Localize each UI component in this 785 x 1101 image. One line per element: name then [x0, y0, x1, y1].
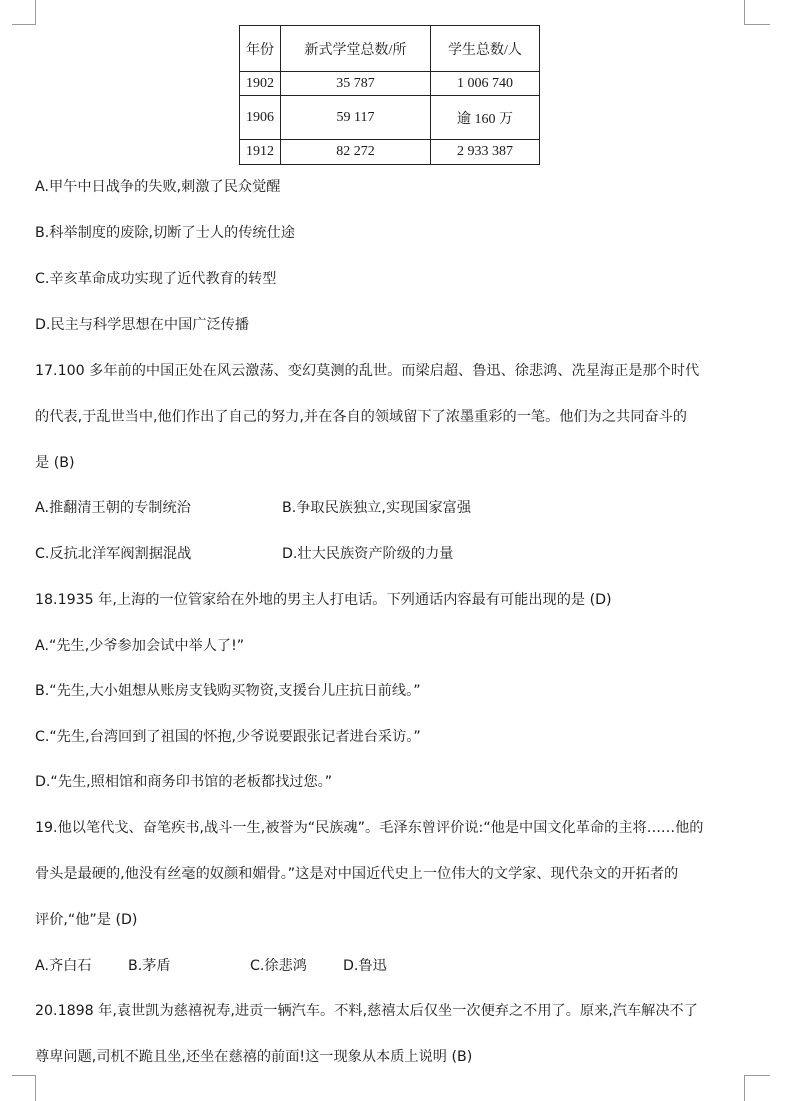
q17-option-a: A.推翻清王朝的专制统治 [35, 500, 191, 516]
table-row [240, 72, 540, 96]
crop-mark-top-right-h [744, 24, 770, 25]
crop-mark-bottom-left-v [35, 1075, 36, 1101]
q18-option-b: B.“先生,大小姐想从账房支钱购买物资,支援台儿庄抗日前线。” [35, 683, 421, 699]
crop-mark-bottom-right-v [744, 1075, 745, 1101]
q18-option-d: D.“先生,照相馆和商务印书馆的老板都找过您。” [35, 774, 333, 790]
q19-option-a: A.齐白石 [35, 958, 92, 974]
q18-option-a: A.“先生,少爷参加会试中举人了!” [35, 638, 245, 654]
q19-option-c: C.徐悲鸿 [250, 958, 307, 974]
q17-stem-line-1: 17.100 多年前的中国正处在风云激荡、变幻莫测的乱世。而梁启超、鲁迅、徐悲鸿、冼星海正是那个时代 [35, 363, 700, 379]
q19-option-b: B.茅盾 [128, 958, 171, 974]
cell-year: 1902 [240, 72, 281, 96]
q18-stem: 18.1935 年,上海的一位管家给在外地的男主人打电话。下列通话内容最有可能出现的是 (D) [35, 592, 612, 608]
q17-stem-line-3: 是 (B) [35, 455, 75, 471]
q19-stem-line-1: 19.他以笔代戈、奋笔疾书,战斗一生,被誉为“民族魂”。毛泽东曾评价说:“他是中国文化革命的主将……他的 [35, 820, 704, 836]
crop-mark-bottom-left-h [12, 1075, 36, 1076]
q19-stem-line-3: 评价,“他”是 (D) [35, 912, 138, 928]
cell-students: 1 006 740 [431, 72, 540, 96]
header-student-count: 学生总数/人 [431, 26, 540, 72]
crop-mark-top-right-v [744, 0, 745, 24]
q17-option-c: C.反抗北洋军阀割据混战 [35, 546, 192, 562]
cell-students: 2 933 387 [431, 140, 540, 165]
q16-option-d: D.民主与科学思想在中国广泛传播 [35, 317, 250, 333]
table-header-row [240, 26, 540, 72]
q18-option-c: C.“先生,台湾回到了祖国的怀抱,少爷说要跟张记者进台采访。” [35, 729, 421, 745]
q19-option-d: D.鲁迅 [343, 958, 387, 974]
school-statistics-table [239, 25, 540, 165]
q20-stem-line-1: 20.1898 年,袁世凯为慈禧祝寿,进贡一辆汽车。不料,慈禧太后仅坐一次便弃之不用了。原来,汽车解决不了 [35, 1003, 698, 1019]
q16-option-c: C.辛亥革命成功实现了近代教育的转型 [35, 271, 277, 287]
header-school-count: 新式学堂总数/所 [281, 26, 431, 72]
crop-mark-bottom-right-h [744, 1075, 770, 1076]
q16-option-b: B.科举制度的废除,切断了士人的传统仕途 [35, 225, 295, 241]
cell-year: 1906 [240, 96, 281, 140]
table-row [240, 96, 540, 140]
q17-option-b: B.争取民族独立,实现国家富强 [282, 500, 472, 516]
q17-stem-line-2: 的代表,于乱世当中,他们作出了自己的努力,并在各自的领域留下了浓墨重彩的一笔。他们为之共同奋斗的 [35, 409, 687, 425]
q16-option-a: A.甲午中日战争的失败,刺激了民众觉醒 [35, 179, 281, 195]
cell-schools: 59 117 [281, 96, 431, 140]
header-year: 年份 [240, 26, 281, 72]
q20-stem-line-2: 尊卑问题,司机不跪且坐,还坐在慈禧的前面!这一现象从本质上说明 (B) [35, 1049, 473, 1065]
cell-schools: 82 272 [281, 140, 431, 165]
table-row [240, 140, 540, 165]
cell-students: 逾 160 万 [431, 96, 540, 140]
crop-mark-top-left-v [35, 0, 36, 24]
cell-schools: 35 787 [281, 72, 431, 96]
crop-mark-top-left-h [12, 24, 36, 25]
q19-stem-line-2: 骨头是最硬的,他没有丝毫的奴颜和媚骨。”这是对中国近代史上一位伟大的文学家、现代杂文的开拓者的 [35, 866, 679, 882]
cell-year: 1912 [240, 140, 281, 165]
q17-option-d: D.壮大民族资产阶级的力量 [282, 546, 454, 562]
